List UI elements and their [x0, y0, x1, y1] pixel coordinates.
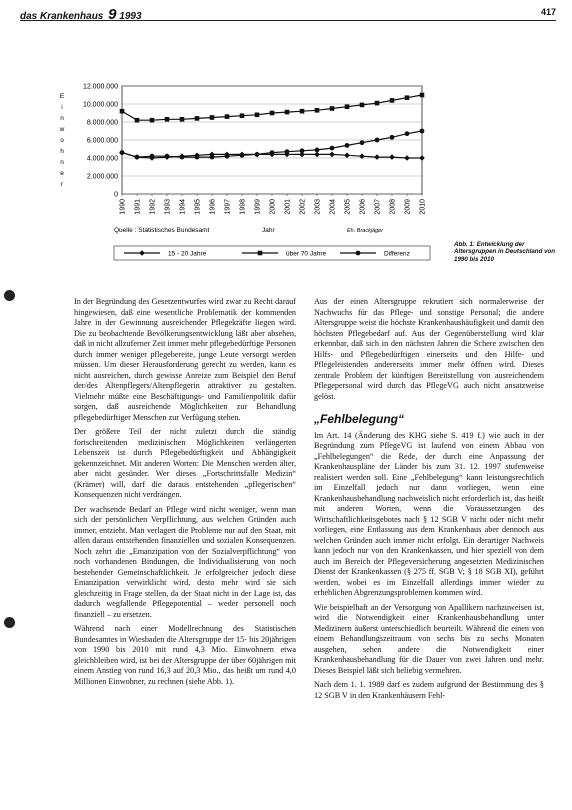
y-tick-label: 4.000.000	[86, 155, 118, 163]
data-point	[120, 150, 125, 155]
x-tick-label: 2006	[359, 199, 367, 215]
data-point	[405, 131, 410, 136]
left-paragraph: Während nach einer Modellrechnung des Statistischen Bundesamtes in Wiesbaden die Altersgruppe der 15- bis 20jährigen von 1990 bis 2010 mit rund 4,3 Mio. Einwohnern etwa gleichbleiben wird, ist bei der Altersgruppe der über 60jährigen mit einem Anstieg von rund 16,3 auf 20,3 Mio., das heißt um rund 4,0 Millionen Einwohner, zu rechnen (siehe Abb. 1).	[74, 624, 296, 686]
x-tick-label: 1997	[224, 199, 232, 215]
data-point	[210, 115, 215, 120]
legend-label: 15 - 20 Jahre	[168, 250, 207, 258]
x-tick-label: 1996	[209, 199, 217, 215]
data-point	[374, 154, 380, 160]
data-point	[270, 111, 275, 116]
x-tick-label: 2001	[284, 199, 292, 215]
data-point	[165, 117, 170, 122]
data-point	[419, 155, 425, 161]
data-point	[180, 117, 185, 122]
left-paragraph: Der größere Teil der nicht zuletzt durch die ständig fortschreitenden medizinischen Möglichkeiten verlängerten Lebenszeit ist durch Pflegebedürftigkeit und Abhängigkeit gekennzeichnet. Mit anderen Worten: Die Menschen werden älter, aber nicht gesünder. Wer dieses „Fortschrittsfalle Medizin“ (Krämer) will, darf die daraus entstehenden „pflegerischen“ Konsequenzen nicht verdrängen.	[74, 427, 296, 499]
data-point	[404, 155, 410, 161]
data-point	[314, 152, 320, 158]
y-axis-label-letter: r	[60, 181, 64, 188]
y-tick-label: 6.000.000	[86, 137, 118, 145]
right-column	[314, 297, 544, 705]
x-axis-label: Jahr	[262, 227, 275, 234]
x-tick-label: 2005	[344, 199, 352, 215]
series-line	[122, 95, 422, 120]
population-chart	[50, 80, 440, 295]
y-axis-label-letter: w	[59, 126, 65, 133]
y-axis-label-letter: e	[60, 170, 64, 177]
y-axis-label-letter: E	[59, 93, 65, 100]
data-point	[150, 154, 155, 159]
section-heading: „Fehlbelegung“	[314, 412, 404, 426]
data-point	[120, 109, 125, 114]
data-point	[135, 155, 140, 160]
y-axis-label-letter: n	[60, 159, 64, 166]
data-point	[165, 154, 170, 159]
data-point	[225, 114, 230, 119]
data-point	[315, 148, 320, 153]
right-paragraph: Aus der einen Altersgruppe rekrutiert sich normalerweise der Nachwuchs für das Pflege- und sonstige Personal; die andere Altersgruppe weist die höchste Krankenhaushäufigkeit und damit den höchsten Pflegebedarf auf. Aus der Gegenüberstellung wird klar erkennbar, daß sich in den nächsten Jahren die Schere zwischen den Hilfs- und Pflegebedürftigen einerseits und den Hilfe- und Pflegeleistenden andererseits immer mehr öffnen wird. Dieses zentrale Problem der künftigen Bereitstellung von ausreichendem Pflegepersonal wird durch das PflegeVG auch nicht ansatzweise gelöst.	[314, 297, 544, 401]
legend-marker	[139, 250, 145, 256]
y-tick-label: 10.000.000	[82, 101, 118, 109]
data-point	[225, 154, 230, 159]
data-point	[300, 109, 305, 114]
data-point	[360, 140, 365, 145]
x-tick-label: 2008	[389, 199, 397, 215]
data-point	[329, 152, 335, 158]
legend-label: Differenz	[384, 250, 410, 258]
y-axis-label-letter: h	[60, 148, 64, 155]
x-tick-label: 2000	[269, 199, 277, 215]
legend-label: über 70 Jahre	[286, 250, 327, 258]
figure-caption: Abb. 1: Entwicklung der Altersgruppen in Deutschland von 1990 bis 2010	[454, 241, 556, 263]
page-number: 417	[540, 7, 556, 17]
punch-hole	[4, 290, 15, 301]
data-point	[240, 153, 245, 158]
y-tick-label: 12.000.000	[82, 83, 118, 91]
x-tick-label: 2004	[329, 199, 337, 215]
data-point	[375, 138, 380, 143]
data-point	[285, 149, 290, 154]
y-tick-label: 2.000.000	[86, 173, 118, 181]
issue-year: 1993	[119, 11, 142, 22]
left-paragraph: Der wachsende Bedarf an Pflege wird nicht weniger, wenn man sich der persönlichen Verpflichtung, aus welchen Gründen auch immer, entzieht. Man verlagert die Probleme nur auf den Staat, mit allen daraus entstehenden finanziellen und sozialen Konsequenzen. Noch zehrt die „Emanzipation von der Sozialverpflichtung“ von noch vorhandenen Bindungen, die Individualisierung von noch bestehender Gemeinschaftlichkeit. Je erfolgreicher jedoch diese Emanzipation verwirklicht wird, desto mehr wird sie sich gleichzeitig in Frage stellen, da der Staat nicht in der Lage ist, das dadurch wegfallende Pflegepotential – weder personell noch finanziell – zu ersetzen.	[74, 504, 296, 619]
data-point	[345, 143, 350, 148]
y-tick-label: 0	[114, 191, 118, 199]
data-point	[270, 150, 275, 155]
y-tick-label: 8.000.000	[86, 119, 118, 127]
issue-number: 9	[108, 6, 117, 23]
punch-hole	[4, 617, 15, 628]
header-rule	[20, 20, 556, 21]
left-paragraph: In der Begründung des Gesetzentwurfes wird zwar zu Recht darauf hingewiesen, daß eine wesentliche Problematik der kommenden Jahre in der Gewinnung ausreichender Pflegekräfte liegen wird. Die zu beobachtende Bevölkerungsentwicklung läßt aber absehen, daß in nicht allzuferner Zeit immer mehr pflegebedürftige Personen durch immer weniger pflegebereite, junge Leute versorgt werden müssen. Um dieser Herausforderung gerecht zu werden, kann es nicht ausreichen, durch gewisse Anreize zum Beispiel den Beruf der/des Altenpflegers/Altenpflegerin attraktiver zu gestalten. Vielmehr müßte eine Beschäftigungs- und Familienpolitik dafür sorgen, daß ausreichende Möglichkeiten zur Behandlung pflegebedürftiger Menschen zur Verfügung stehen.	[74, 297, 296, 422]
data-point	[405, 95, 410, 100]
data-point	[390, 135, 395, 140]
legend-marker	[258, 251, 263, 256]
data-point	[345, 104, 350, 109]
data-point	[330, 146, 335, 151]
data-point	[390, 98, 395, 103]
data-point	[135, 118, 140, 123]
data-point	[195, 116, 200, 121]
x-tick-label: 1998	[239, 199, 247, 215]
right-paragraph: Im Art. 14 (Änderung des KHG siehe S. 419 f.) wie auch in der Begründung zum PflegeVG ist laufend von einem Abbau von „Fehlbelegungen“ die Rede, der durch eine Anpassung der Krankenhauspläne der Länder bis zum 31. 12. 1997 stufenweise realisiert werden soll. Eine „Fehlbelegung“ kann leistungsrechtlich im Einzelfall jedoch nur dann vorliegen, wenn eine Krankenhausbehandlung nachweislich nicht erforderlich ist, das heißt mit anderen Worten, wenn die Voraussetzungen des Wirtschaftlichkeitsgebotes nach § 12 SGB V nicht oder nicht mehr vorliegen, eine Entlassung aus dem Krankenhaus aber dennoch aus welchen Gründen auch immer nicht erfolgt. Ein derartiger Nachweis kann jedoch nur von den Krankenkassen, und hier speziell von dem auch im Bereich der Pflegeversicherung angesetzten Medizinischen Dienst der Krankenkassen (§ 275 ff. SGB V; § 18 SGB XI), geführt werden, wobei es im Einzelfall allerdings immer wieder zu erheblichen Abgrenzungsproblemen kommen wird.	[314, 430, 544, 597]
right-paragraph: Nach dem 1. 1. 1989 darf es zudem aufgrund der Bestimmung des § 12 SGB V in den Krankenhäusern Fehl-	[314, 680, 544, 700]
x-tick-label: 2009	[404, 199, 412, 215]
data-point	[420, 93, 425, 98]
data-point	[375, 101, 380, 106]
journal-name: das Krankenhaus	[20, 11, 104, 22]
data-point	[285, 110, 290, 115]
data-point	[150, 118, 155, 123]
data-point	[360, 103, 365, 108]
x-tick-label: 1993	[164, 199, 172, 215]
data-point	[210, 155, 215, 160]
data-point	[240, 113, 245, 118]
legend-marker	[356, 251, 361, 256]
data-point	[255, 152, 260, 157]
y-axis-label-letter: o	[60, 137, 64, 144]
data-point	[344, 153, 350, 159]
x-tick-label: 1991	[134, 199, 142, 215]
chart-source: Quelle : Statistisches Bundesamt	[114, 227, 210, 234]
x-tick-label: 1995	[194, 199, 202, 215]
x-tick-label: 1990	[119, 199, 127, 215]
data-point	[389, 154, 395, 160]
x-tick-label: 2007	[374, 199, 382, 215]
y-axis-label-letter: i	[61, 104, 63, 111]
data-point	[315, 108, 320, 113]
data-point	[420, 129, 425, 134]
chart-credit: Eh. Brackjäger	[347, 228, 384, 234]
left-column	[74, 297, 296, 691]
x-tick-label: 2003	[314, 199, 322, 215]
x-tick-label: 2002	[299, 199, 307, 215]
x-tick-label: 1994	[179, 199, 187, 215]
x-tick-label: 2010	[419, 199, 427, 215]
data-point	[300, 148, 305, 153]
x-tick-label: 1992	[149, 199, 157, 215]
data-point	[180, 155, 185, 160]
y-axis-label-letter: n	[60, 115, 64, 122]
data-point	[255, 113, 260, 118]
right-paragraph: Wie beispielhaft an der Versorgung von Apallikern nachzuweisen ist, wird die Notwendigkeit einer Krankenhausbehandlung unter Medizinern äußerst unterschiedlich beurteilt. Während die einen von einem Behandlungszeitraum von sechs bis zu sechs Monaten ausgehen, sehen andere die Notwendigkeit einer Krankenhausbehandlung für die Dauer von zwei Jahren und mehr. Dieses Beispiel läßt sich beliebig vermehren.	[314, 602, 544, 675]
data-point	[195, 155, 200, 160]
data-point	[330, 106, 335, 111]
x-tick-label: 1999	[254, 199, 262, 215]
